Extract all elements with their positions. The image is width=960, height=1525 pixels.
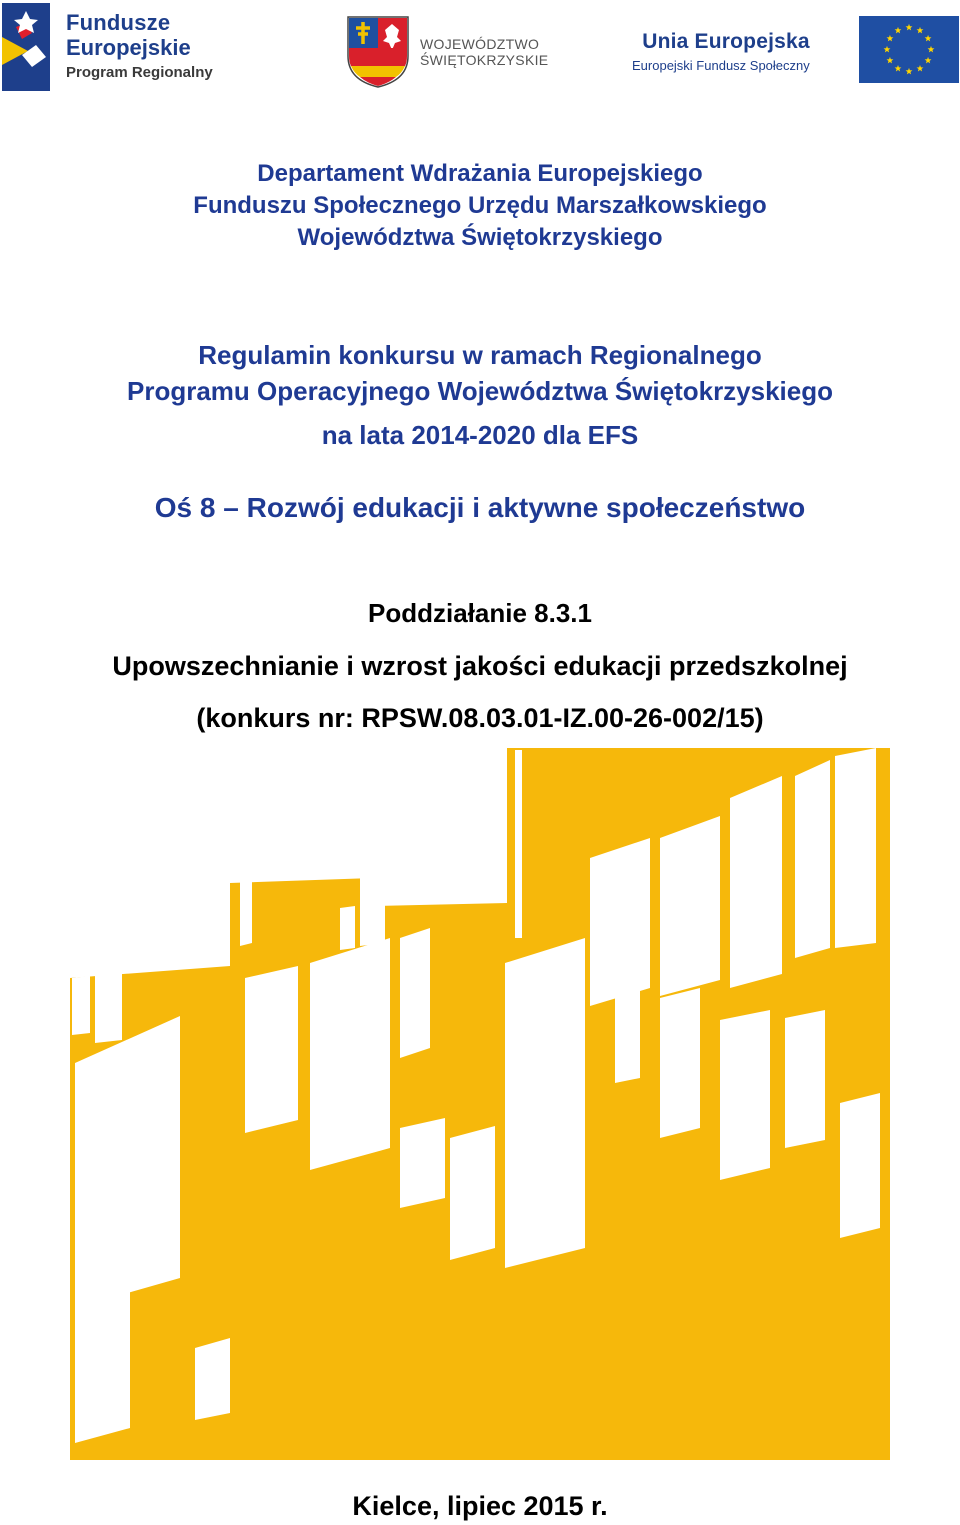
fundusze-europejskie-logo [66, 12, 213, 80]
subaction-number: Poddziałanie 8.3.1 [368, 598, 592, 628]
wojewodztwo-logo [420, 36, 548, 68]
regulation-line: Programu Operacyjnego Województwa Świętokrzyskiego [126, 376, 834, 406]
logo-text: WOJEWÓDZTWO [420, 36, 540, 52]
coat-of-arms-icon [347, 16, 409, 88]
logo-text: Europejskie [66, 35, 191, 60]
regulation-line: na lata 2014-2020 dla EFS [321, 420, 639, 450]
unia-europejska-logo [632, 30, 810, 73]
decorative-building-graphic [70, 748, 890, 1460]
department-heading [0, 158, 960, 254]
logo-text: ŚWIĘTOKRZYSKIE [420, 52, 549, 69]
priority-axis: Oś 8 – Rozwój edukacji i aktywne społeczeństwo [154, 492, 806, 523]
eu-flag-icon [859, 16, 959, 83]
logo-text: Unia Europejska [642, 30, 810, 53]
department-line: Departament Wdrażania Europejskiego [257, 160, 703, 187]
place-and-date: Kielce, lipiec 2015 r. [352, 1491, 608, 1521]
fundusze-europejskie-emblem-icon [2, 3, 50, 91]
logo-text: Program Regionalny [66, 64, 213, 81]
logo-text: Europejski Fundusz Społeczny [632, 58, 810, 73]
regulation-line: Regulamin konkursu w ramach Regionalnego [198, 340, 762, 370]
competition-number: (konkurs nr: RPSW.08.03.01-IZ.00-26-002/15) [196, 703, 764, 733]
regulation-title [0, 337, 960, 453]
logo-text: Fundusze [66, 10, 171, 35]
department-line: Województwa Świętokrzyskiego [297, 224, 663, 251]
department-line: Funduszu Społecznego Urzędu Marszałkowskiego [193, 192, 767, 219]
subaction-title: Upowszechnianie i wzrost jakości edukacji przedszkolnej [112, 651, 848, 681]
